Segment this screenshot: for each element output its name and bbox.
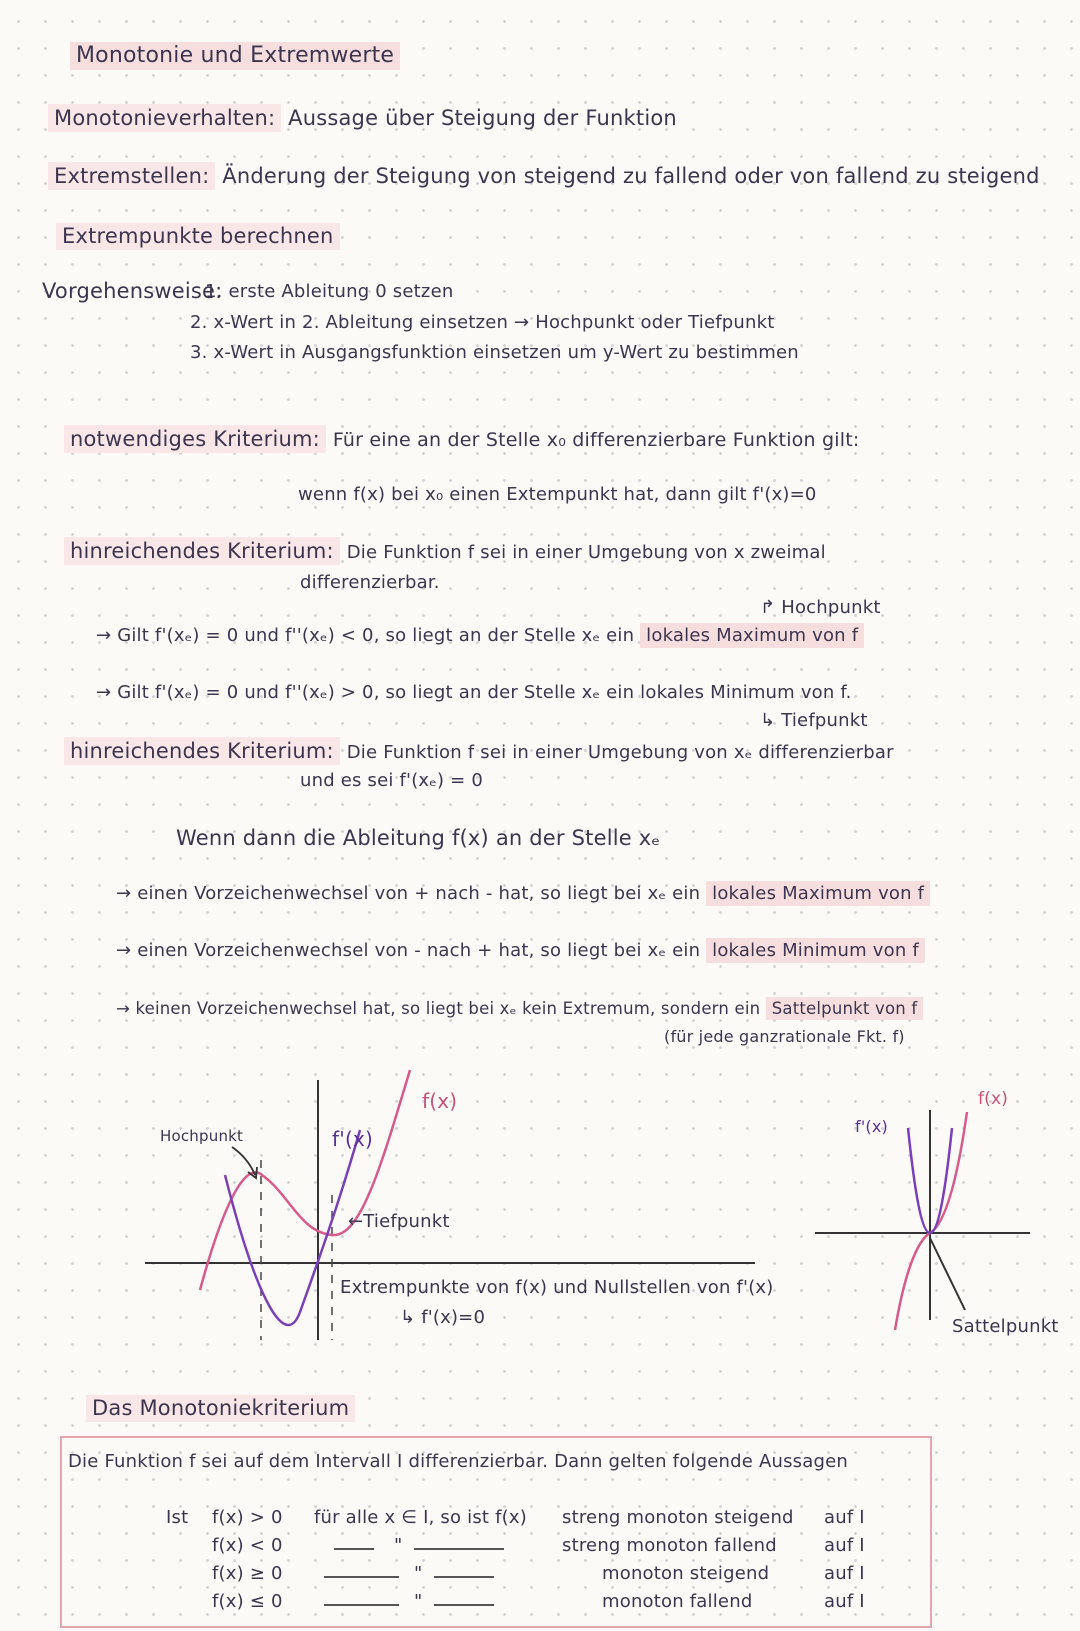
hinreichend2-label: hinreichendes Kriterium: [64, 737, 340, 765]
notwendig-line2: wenn f(x) bei x₀ einen Extempunkt hat, dann gilt f'(x)=0 [298, 484, 817, 505]
vorgehen-step-2: 2. x-Wert in 2. Ableitung einsetzen → Hochpunkt oder Tiefpunkt [190, 312, 775, 333]
monokrit-box [60, 1436, 932, 1628]
monokrit-row-2-tail: auf I [824, 1535, 865, 1556]
page-title: Monotonie und Extremwerte [70, 42, 400, 70]
ditto-line [334, 1548, 374, 1550]
graph1-note-1: Extrempunkte von f(x) und Nullstellen von f'(x) [340, 1277, 774, 1298]
hinreichend1-line2: differenzierbar. [300, 572, 440, 593]
hochpunkt-note: ↱ Hochpunkt [760, 597, 881, 618]
vzw-bullet-1-text: → einen Vorzeichenwechsel von + nach - hat, so liegt bei xₑ ein [116, 883, 701, 904]
hinreichend1-line1: Die Funktion f sei in einer Umgebung von x zweimal [346, 542, 826, 563]
monokrit-heading: Das Monotoniekriterium [86, 1395, 355, 1422]
graph1-tiefpunkt-label: ←Tiefpunkt [348, 1211, 450, 1232]
vzw-bullet-2-highlight: lokales Minimum von f [706, 938, 925, 963]
hinreichend2-line3: Wenn dann die Ableitung f(x) an der Stelle xₑ [176, 826, 661, 850]
graph2-fx-label: f(x) [978, 1089, 1009, 1109]
ditto-line [324, 1604, 399, 1606]
graph2-sattel-label: Sattelpunkt [952, 1316, 1059, 1337]
monotonie-text: Aussage über Steigung der Funktion [288, 106, 677, 130]
ditto-line [434, 1576, 494, 1578]
ditto-line [434, 1604, 494, 1606]
ditto-line [414, 1548, 504, 1550]
monokrit-row-4-tail: auf I [824, 1591, 865, 1612]
graph2-sattel-arrow [930, 1238, 965, 1310]
graph1-fx-curve [200, 1070, 410, 1290]
graph1-fpx-label: f'(x) [332, 1127, 373, 1151]
monokrit-row-3-cond: f(x) ≥ 0 [212, 1563, 283, 1584]
maximum-highlight: lokales Maximum von f [640, 623, 864, 648]
notwendig-line1: Für eine an der Stelle x₀ differenzierbare Funktion gilt: [332, 429, 860, 451]
ganzrational-note: (für jede ganzrationale Fkt. f) [664, 1027, 905, 1046]
hinreichend1-label: hinreichendes Kriterium: [64, 537, 340, 565]
ditto-line [324, 1576, 399, 1578]
vzw-bullet-2-text: → einen Vorzeichenwechsel von - nach + hat, so liegt bei xₑ ein [116, 940, 701, 961]
monokrit-intro: Die Funktion f sei auf dem Intervall I differenzierbar. Dann gelten folgende Aussagen [68, 1451, 848, 1472]
extremstellen-label: Extremstellen: [48, 162, 215, 190]
minimum-line: → Gilt f'(xₑ) = 0 und f''(xₑ) > 0, so liegt an der Stelle xₑ ein lokales Minimum von f. [96, 682, 852, 703]
monokrit-row-3-tail: auf I [824, 1563, 865, 1584]
monokrit-row-2-mid: " [394, 1535, 403, 1556]
hochpunkt-arrow [232, 1147, 255, 1175]
maximum-text: → Gilt f'(xₑ) = 0 und f''(xₑ) < 0, so liegt an der Stelle xₑ ein [96, 625, 635, 646]
vorgehen-label: Vorgehensweise: [42, 279, 223, 303]
vorgehen-step-3: 3. x-Wert in Ausgangsfunktion einsetzen um y-Wert zu bestimmen [190, 342, 799, 363]
monokrit-row-1-res: streng monoton steigend [562, 1507, 794, 1528]
graph2-fpx-label: f'(x) [855, 1117, 888, 1136]
extrempunkte-heading: Extrempunkte berechnen [56, 223, 340, 250]
monotonie-label: Monotonieverhalten: [48, 104, 281, 132]
monokrit-row-4-res: monoton fallend [602, 1591, 753, 1612]
extremstellen-text: Änderung der Steigung von steigend zu fallend oder von fallend zu steigend [222, 164, 1040, 188]
hinreichend2-line1: Die Funktion f sei in einer Umgebung von xₑ differenzierbar [346, 742, 894, 763]
monokrit-row-1-cond: f(x) > 0 [212, 1507, 283, 1528]
monokrit-row-2-res: streng monoton fallend [562, 1535, 777, 1556]
vzw-bullet-3-highlight: Sattelpunkt von f [766, 997, 924, 1020]
hinreichend2-line2: und es sei f'(xₑ) = 0 [300, 770, 483, 791]
monokrit-ist: Ist [166, 1507, 189, 1528]
graph1-fx-label: f(x) [422, 1089, 458, 1113]
monokrit-row-3-mid: " [414, 1563, 423, 1584]
monokrit-row-4-cond: f(x) ≤ 0 [212, 1591, 283, 1612]
graph1-note-2: ↳ f'(x)=0 [400, 1307, 486, 1328]
monokrit-row-4-mid: " [414, 1591, 423, 1612]
monokrit-row-3-res: monoton steigend [602, 1563, 770, 1584]
tiefpunkt-note: ↳ Tiefpunkt [760, 710, 868, 731]
monokrit-row-1-tail: auf I [824, 1507, 865, 1528]
monokrit-row-1-mid: für alle x ∈ I, so ist f(x) [314, 1507, 527, 1528]
vzw-bullet-3-text: → keinen Vorzeichenwechsel hat, so liegt bei xₑ kein Extremum, sondern ein [116, 999, 761, 1018]
monokrit-row-2-cond: f(x) < 0 [212, 1535, 283, 1556]
vorgehen-step-1: 1. erste Ableitung 0 setzen [205, 281, 454, 302]
graph1-hochpunkt-label: Hochpunkt [160, 1127, 244, 1145]
vzw-bullet-1-highlight: lokales Maximum von f [706, 881, 930, 906]
notwendig-label: notwendiges Kriterium: [64, 425, 326, 453]
